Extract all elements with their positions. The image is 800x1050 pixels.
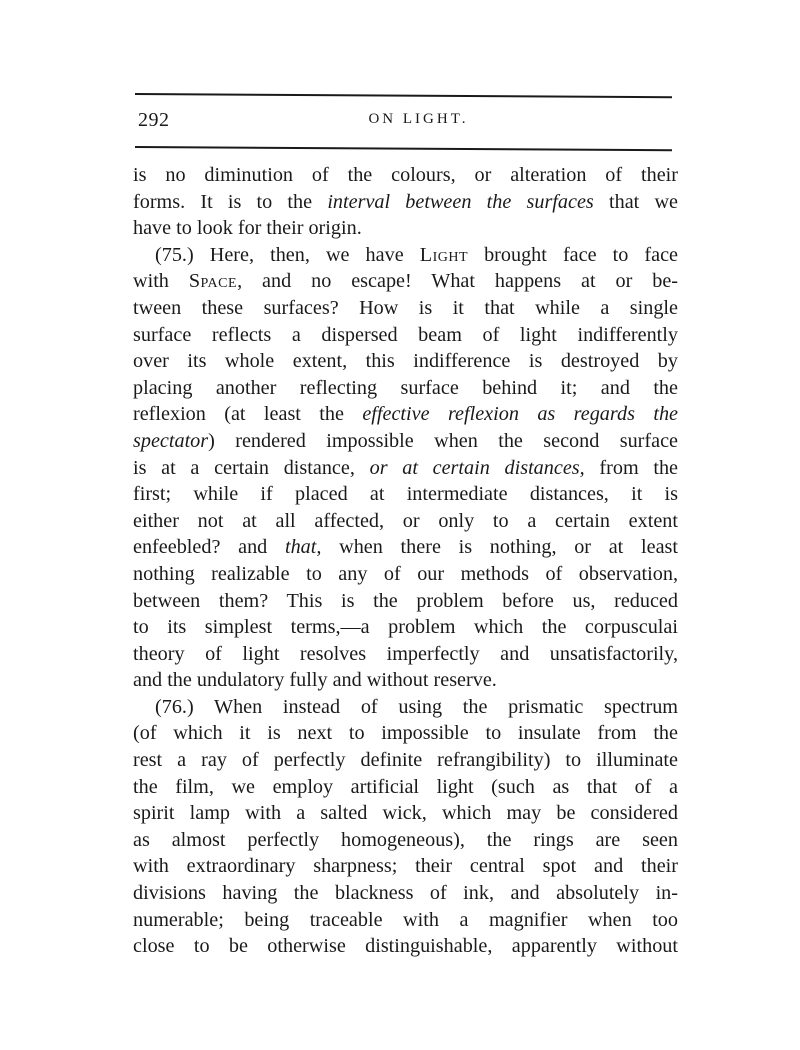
text-line: [133, 747, 678, 774]
text-line: [133, 614, 678, 641]
text-line: [133, 508, 678, 535]
text-segment: brought face to face: [468, 243, 678, 266]
text-segment: , and no escape! What happens at or be-: [237, 270, 679, 293]
italic-text: or at certain distances,: [369, 456, 585, 479]
text-segment: ) rendered impossible when the second surface: [208, 429, 678, 452]
italic-text: effective reflexion as regards the: [362, 403, 678, 426]
text-segment: when there is nothing, or at least: [321, 536, 678, 559]
text-line: [133, 933, 678, 960]
text-segment: between them? This is the problem before us, reduced: [133, 589, 678, 612]
text-segment: first; while if placed at intermediate distances, it is: [133, 483, 678, 506]
text-line: [133, 534, 678, 561]
text-line: [133, 907, 678, 934]
text-segment: with: [133, 270, 189, 293]
text-segment: that we: [593, 190, 679, 213]
header-rule-top: [135, 93, 672, 98]
text-line: [133, 827, 678, 854]
text-segment: (76.) When instead of using the prismatic spectrum: [155, 695, 678, 718]
text-line: [133, 295, 678, 322]
text-segment: over its whole extent, this indifference is destroyed by: [133, 350, 678, 373]
text-segment: have to look for their origin.: [133, 217, 362, 240]
text-segment: is no diminution of the colours, or alteration of their: [133, 164, 678, 186]
text-line: [133, 481, 678, 508]
text-line: [133, 348, 678, 375]
italic-text: spectator: [133, 429, 209, 452]
text-segment: as almost perfectly homogeneous), the rings are seen: [133, 828, 678, 851]
text-line: [133, 667, 678, 694]
small-caps-text: Light: [419, 243, 469, 266]
header-rule-bottom: [135, 146, 672, 151]
body-text: [133, 162, 678, 960]
text-line: [133, 800, 678, 827]
text-line: [133, 588, 678, 615]
text-line: [133, 880, 678, 907]
text-line: [133, 162, 678, 189]
text-line: [133, 774, 678, 801]
running-head: ON LIGHT.: [368, 111, 469, 127]
text-segment: either not at all affected, or only to a certain extent: [133, 509, 678, 532]
text-segment: divisions having the blackness of ink, and absolutely in-: [133, 882, 678, 905]
text-segment: rest a ray of perfectly definite refrangibility) to illuminate: [133, 749, 678, 772]
small-caps-text: Space: [188, 270, 238, 293]
text-line: [133, 268, 678, 295]
page-header: [135, 109, 672, 133]
text-line: [133, 720, 678, 747]
text-line: [133, 375, 678, 402]
text-segment: enfeebled? and: [133, 536, 285, 559]
text-segment: with extraordinary sharpness; their central spot and their: [133, 855, 678, 878]
text-segment: surface reflects a dispersed beam of light indifferently: [133, 323, 678, 346]
text-segment: theory of light resolves imperfectly and unsatisfactorily,: [133, 642, 678, 665]
page-number: 292: [138, 109, 170, 131]
text-line: [133, 853, 678, 880]
text-line: [133, 641, 678, 668]
text-segment: tween these surfaces? How is it that while a single: [133, 296, 678, 319]
text-segment: (75.) Here, then, we have: [155, 243, 420, 266]
text-segment: from the: [584, 456, 679, 479]
text-line: [133, 561, 678, 588]
text-segment: placing another reflecting surface behind it; and the: [133, 376, 678, 399]
text-segment: spirit lamp with a salted wick, which may be considered: [133, 802, 678, 825]
text-segment: close to be otherwise distinguishable, apparently without: [133, 935, 678, 958]
text-line: [133, 189, 678, 216]
text-line: [133, 242, 678, 269]
text-segment: the film, we employ artificial light (such as that of a: [133, 775, 678, 798]
text-segment: reflexion (at least the: [133, 403, 363, 426]
text-line: [133, 215, 678, 242]
text-segment: and the undulatory fully and without reserve.: [133, 669, 497, 692]
text-segment: numerable; being traceable with a magnifier when too: [133, 908, 678, 931]
text-segment: forms. It is to the: [133, 190, 328, 213]
text-line: [133, 322, 678, 349]
text-line: [133, 428, 678, 455]
text-line: [133, 401, 678, 428]
italic-text: interval between the surfaces: [327, 190, 594, 213]
text-line: [133, 455, 678, 482]
italic-text: that,: [284, 536, 322, 559]
text-segment: (of which it is next to impossible to insulate from the: [133, 722, 678, 745]
text-segment: nothing realizable to any of our methods of observation,: [133, 562, 678, 585]
text-line: [133, 694, 678, 721]
text-segment: is at a certain distance,: [133, 456, 370, 479]
text-segment: to its simplest terms,—a problem which the corpusculai: [133, 616, 678, 639]
